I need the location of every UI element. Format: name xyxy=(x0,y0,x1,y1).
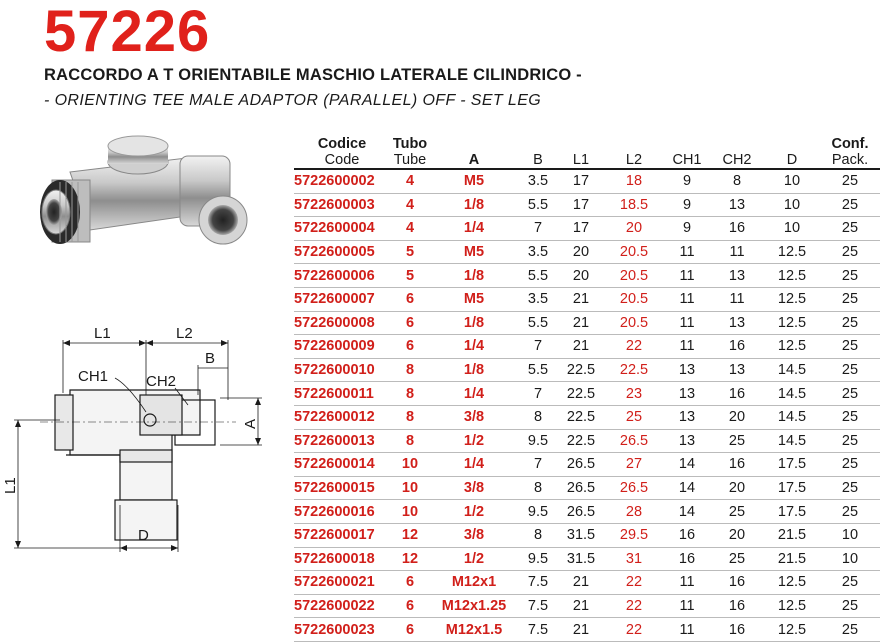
cell-l1: 17 xyxy=(558,193,604,217)
cell-b: 9.5 xyxy=(518,547,558,571)
cell-d: 17.5 xyxy=(764,476,820,500)
cell-ch1: 14 xyxy=(664,476,710,500)
cell-b: 9.5 xyxy=(518,429,558,453)
table-header-row xyxy=(294,130,880,169)
cell-b: 5.5 xyxy=(518,193,558,217)
table-row xyxy=(294,500,880,524)
cell-ch2: 16 xyxy=(710,453,764,477)
cell-code: 5722600011 xyxy=(294,382,390,406)
cell-ch1: 9 xyxy=(664,217,710,241)
cell-code: 5722600014 xyxy=(294,453,390,477)
table-row xyxy=(294,453,880,477)
cell-l1: 21 xyxy=(558,618,604,642)
cell-ch2: 16 xyxy=(710,594,764,618)
cell-ch1: 16 xyxy=(664,547,710,571)
cell-l2: 27 xyxy=(604,453,664,477)
cell-a: 1/8 xyxy=(430,358,518,382)
cell-code: 5722600016 xyxy=(294,500,390,524)
cell-l1: 21 xyxy=(558,311,604,335)
table-row xyxy=(294,571,880,595)
cell-pack: 25 xyxy=(820,453,880,477)
cell-l1: 22.5 xyxy=(558,405,604,429)
cell-ch1: 16 xyxy=(664,523,710,547)
cell-l1: 21 xyxy=(558,571,604,595)
cell-code: 5722600017 xyxy=(294,523,390,547)
cell-ch2: 20 xyxy=(710,476,764,500)
cell-d: 12.5 xyxy=(764,618,820,642)
cell-d: 10 xyxy=(764,169,820,193)
col-a-header: A xyxy=(430,130,518,169)
cell-d: 12.5 xyxy=(764,571,820,595)
cell-code: 5722600005 xyxy=(294,240,390,264)
cell-pack: 25 xyxy=(820,217,880,241)
cell-ch2: 11 xyxy=(710,240,764,264)
table-row xyxy=(294,594,880,618)
cell-a: M12x1.25 xyxy=(430,594,518,618)
cell-a: M12x1 xyxy=(430,571,518,595)
cell-a: 1/2 xyxy=(430,500,518,524)
cell-pack: 10 xyxy=(820,523,880,547)
cell-tube: 6 xyxy=(390,287,430,311)
product-code: 57226 xyxy=(44,0,211,64)
cell-l1: 26.5 xyxy=(558,476,604,500)
cell-b: 9.5 xyxy=(518,500,558,524)
cell-a: 1/2 xyxy=(430,547,518,571)
cell-a: 3/8 xyxy=(430,405,518,429)
cell-ch1: 11 xyxy=(664,571,710,595)
cell-d: 12.5 xyxy=(764,240,820,264)
cell-tube: 4 xyxy=(390,193,430,217)
table-row xyxy=(294,311,880,335)
cell-code: 5722600002 xyxy=(294,169,390,193)
cell-d: 12.5 xyxy=(764,264,820,288)
cell-b: 3.5 xyxy=(518,169,558,193)
cell-d: 12.5 xyxy=(764,594,820,618)
cell-l1: 26.5 xyxy=(558,453,604,477)
table-row xyxy=(294,382,880,406)
cell-ch1: 13 xyxy=(664,382,710,406)
cell-b: 5.5 xyxy=(518,311,558,335)
cell-b: 3.5 xyxy=(518,287,558,311)
cell-ch2: 13 xyxy=(710,264,764,288)
cell-l2: 25 xyxy=(604,405,664,429)
cell-d: 21.5 xyxy=(764,547,820,571)
cell-l2: 20.5 xyxy=(604,240,664,264)
cell-code: 5722600004 xyxy=(294,217,390,241)
cell-pack: 25 xyxy=(820,169,880,193)
cell-tube: 6 xyxy=(390,618,430,642)
cell-d: 21.5 xyxy=(764,523,820,547)
cell-ch1: 14 xyxy=(664,453,710,477)
cell-pack: 25 xyxy=(820,193,880,217)
cell-pack: 25 xyxy=(820,571,880,595)
cell-ch1: 11 xyxy=(664,594,710,618)
cell-ch1: 13 xyxy=(664,429,710,453)
col-code-header: Codice Code xyxy=(294,130,390,169)
col-l2-header: L2 xyxy=(604,130,664,169)
cell-ch1: 11 xyxy=(664,287,710,311)
col-ch1-header: CH1 xyxy=(664,130,710,169)
cell-a: 1/8 xyxy=(430,311,518,335)
label-ch2: CH2 xyxy=(146,373,177,390)
col-tube-header: Tubo Tube xyxy=(390,130,430,169)
cell-tube: 6 xyxy=(390,594,430,618)
cell-pack: 25 xyxy=(820,335,880,359)
cell-b: 7 xyxy=(518,335,558,359)
cell-code: 5722600015 xyxy=(294,476,390,500)
cell-tube: 6 xyxy=(390,335,430,359)
cell-l1: 17 xyxy=(558,217,604,241)
cell-l1: 22.5 xyxy=(558,358,604,382)
cell-ch1: 11 xyxy=(664,618,710,642)
dim-l2: L2 xyxy=(176,325,193,342)
cell-b: 8 xyxy=(518,476,558,500)
cell-d: 14.5 xyxy=(764,358,820,382)
cell-pack: 25 xyxy=(820,594,880,618)
cell-tube: 10 xyxy=(390,476,430,500)
dim-l1-side: L1 xyxy=(2,477,19,494)
cell-ch1: 13 xyxy=(664,405,710,429)
cell-ch2: 16 xyxy=(710,618,764,642)
cell-tube: 8 xyxy=(390,429,430,453)
cell-a: 1/4 xyxy=(430,335,518,359)
cell-l2: 29.5 xyxy=(604,523,664,547)
cell-ch1: 14 xyxy=(664,500,710,524)
cell-l2: 18.5 xyxy=(604,193,664,217)
cell-a: M5 xyxy=(430,169,518,193)
cell-d: 17.5 xyxy=(764,500,820,524)
cell-l1: 22.5 xyxy=(558,429,604,453)
cell-l1: 21 xyxy=(558,287,604,311)
cell-code: 5722600021 xyxy=(294,571,390,595)
cell-tube: 8 xyxy=(390,382,430,406)
cell-ch2: 25 xyxy=(710,500,764,524)
cell-a: M5 xyxy=(430,240,518,264)
label-ch1: CH1 xyxy=(78,368,109,385)
cell-ch1: 9 xyxy=(664,193,710,217)
cell-ch2: 13 xyxy=(710,311,764,335)
title-italian: RACCORDO A T ORIENTABILE MASCHIO LATERALE CILINDRICO - xyxy=(44,66,582,84)
table-row xyxy=(294,476,880,500)
cell-l1: 20 xyxy=(558,264,604,288)
cell-code: 5722600003 xyxy=(294,193,390,217)
cell-pack: 10 xyxy=(820,547,880,571)
cell-pack: 25 xyxy=(820,429,880,453)
cell-ch1: 11 xyxy=(664,335,710,359)
cell-pack: 25 xyxy=(820,358,880,382)
title-english: - ORIENTING TEE MALE ADAPTOR (PARALLEL) OFF - SET LEG xyxy=(44,92,542,109)
table-row xyxy=(294,429,880,453)
cell-b: 7 xyxy=(518,217,558,241)
table-row xyxy=(294,240,880,264)
cell-tube: 4 xyxy=(390,217,430,241)
dim-a: A xyxy=(242,418,259,429)
table-row xyxy=(294,193,880,217)
cell-a: 1/4 xyxy=(430,217,518,241)
cell-d: 17.5 xyxy=(764,453,820,477)
cell-b: 7 xyxy=(518,382,558,406)
cell-tube: 12 xyxy=(390,523,430,547)
cell-ch2: 20 xyxy=(710,405,764,429)
dim-d: D xyxy=(138,527,149,544)
cell-b: 7.5 xyxy=(518,618,558,642)
col-l1-header: L1 xyxy=(558,130,604,169)
cell-d: 14.5 xyxy=(764,382,820,406)
cell-tube: 6 xyxy=(390,311,430,335)
cell-l1: 21 xyxy=(558,335,604,359)
cell-ch2: 20 xyxy=(710,523,764,547)
cell-ch1: 11 xyxy=(664,264,710,288)
cell-code: 5722600018 xyxy=(294,547,390,571)
table-row xyxy=(294,523,880,547)
cell-code: 5722600012 xyxy=(294,405,390,429)
cell-b: 5.5 xyxy=(518,264,558,288)
table-row xyxy=(294,335,880,359)
cell-a: 1/4 xyxy=(430,382,518,406)
cell-pack: 25 xyxy=(820,264,880,288)
cell-a: 1/8 xyxy=(430,193,518,217)
col-d-header: D xyxy=(764,130,820,169)
cell-d: 14.5 xyxy=(764,405,820,429)
cell-pack: 25 xyxy=(820,311,880,335)
table-row xyxy=(294,264,880,288)
cell-tube: 5 xyxy=(390,240,430,264)
cell-code: 5722600010 xyxy=(294,358,390,382)
dimensions-table xyxy=(294,130,880,642)
cell-pack: 25 xyxy=(820,382,880,406)
cell-b: 3.5 xyxy=(518,240,558,264)
cell-pack: 25 xyxy=(820,476,880,500)
cell-ch1: 9 xyxy=(664,169,710,193)
cell-b: 5.5 xyxy=(518,358,558,382)
cell-l1: 22.5 xyxy=(558,382,604,406)
cell-tube: 10 xyxy=(390,500,430,524)
cell-tube: 4 xyxy=(390,169,430,193)
cell-code: 5722600023 xyxy=(294,618,390,642)
cell-pack: 25 xyxy=(820,287,880,311)
cell-l2: 20.5 xyxy=(604,264,664,288)
cell-l1: 21 xyxy=(558,594,604,618)
table-row xyxy=(294,287,880,311)
cell-l2: 26.5 xyxy=(604,476,664,500)
cell-tube: 5 xyxy=(390,264,430,288)
cell-pack: 25 xyxy=(820,405,880,429)
table-row xyxy=(294,169,880,193)
cell-l2: 22 xyxy=(604,594,664,618)
cell-tube: 6 xyxy=(390,571,430,595)
cell-tube: 12 xyxy=(390,547,430,571)
cell-b: 8 xyxy=(518,405,558,429)
cell-a: M12x1.5 xyxy=(430,618,518,642)
cell-ch1: 11 xyxy=(664,240,710,264)
dim-b: B xyxy=(205,350,216,367)
cell-tube: 8 xyxy=(390,405,430,429)
cell-pack: 25 xyxy=(820,500,880,524)
cell-b: 7 xyxy=(518,453,558,477)
cell-l2: 22 xyxy=(604,335,664,359)
col-b-header: B xyxy=(518,130,558,169)
col-ch2-header: CH2 xyxy=(710,130,764,169)
cell-ch2: 25 xyxy=(710,547,764,571)
cell-l2: 22.5 xyxy=(604,358,664,382)
cell-a: 3/8 xyxy=(430,476,518,500)
cell-d: 10 xyxy=(764,193,820,217)
cell-l2: 31 xyxy=(604,547,664,571)
cell-code: 5722600006 xyxy=(294,264,390,288)
cell-code: 5722600022 xyxy=(294,594,390,618)
cell-d: 12.5 xyxy=(764,287,820,311)
cell-ch2: 13 xyxy=(710,358,764,382)
cell-ch2: 16 xyxy=(710,217,764,241)
cell-l1: 31.5 xyxy=(558,547,604,571)
table-row xyxy=(294,405,880,429)
cell-code: 5722600008 xyxy=(294,311,390,335)
cell-ch2: 13 xyxy=(710,193,764,217)
cell-l1: 20 xyxy=(558,240,604,264)
cell-pack: 25 xyxy=(820,240,880,264)
cell-l2: 26.5 xyxy=(604,429,664,453)
cell-l1: 17 xyxy=(558,169,604,193)
cell-d: 12.5 xyxy=(764,335,820,359)
cell-code: 5722600007 xyxy=(294,287,390,311)
cell-ch2: 16 xyxy=(710,335,764,359)
cell-code: 5722600009 xyxy=(294,335,390,359)
cell-ch2: 25 xyxy=(710,429,764,453)
cell-l2: 28 xyxy=(604,500,664,524)
cell-l2: 20.5 xyxy=(604,311,664,335)
cell-b: 7.5 xyxy=(518,571,558,595)
cell-l2: 22 xyxy=(604,618,664,642)
table-row xyxy=(294,547,880,571)
cell-ch2: 16 xyxy=(710,571,764,595)
cell-code: 5722600013 xyxy=(294,429,390,453)
cell-d: 12.5 xyxy=(764,311,820,335)
cell-pack: 25 xyxy=(820,618,880,642)
cell-ch1: 13 xyxy=(664,358,710,382)
cell-a: 3/8 xyxy=(430,523,518,547)
cell-l2: 20.5 xyxy=(604,287,664,311)
cell-ch2: 16 xyxy=(710,382,764,406)
cell-a: M5 xyxy=(430,287,518,311)
col-pack-header: Conf. Pack. xyxy=(820,130,880,169)
cell-ch2: 11 xyxy=(710,287,764,311)
cell-d: 10 xyxy=(764,217,820,241)
technical-drawing xyxy=(0,312,280,562)
cell-l1: 26.5 xyxy=(558,500,604,524)
table-row xyxy=(294,358,880,382)
cell-l2: 20 xyxy=(604,217,664,241)
cell-d: 14.5 xyxy=(764,429,820,453)
cell-l2: 23 xyxy=(604,382,664,406)
cell-ch2: 8 xyxy=(710,169,764,193)
cell-a: 1/2 xyxy=(430,429,518,453)
cell-l2: 18 xyxy=(604,169,664,193)
cell-b: 8 xyxy=(518,523,558,547)
cell-tube: 10 xyxy=(390,453,430,477)
dim-l1-top: L1 xyxy=(94,325,111,342)
table-row xyxy=(294,217,880,241)
table-row xyxy=(294,618,880,642)
cell-a: 1/4 xyxy=(430,453,518,477)
cell-a: 1/8 xyxy=(430,264,518,288)
product-photo xyxy=(30,132,270,262)
cell-ch1: 11 xyxy=(664,311,710,335)
cell-tube: 8 xyxy=(390,358,430,382)
cell-b: 7.5 xyxy=(518,594,558,618)
cell-l1: 31.5 xyxy=(558,523,604,547)
cell-l2: 22 xyxy=(604,571,664,595)
